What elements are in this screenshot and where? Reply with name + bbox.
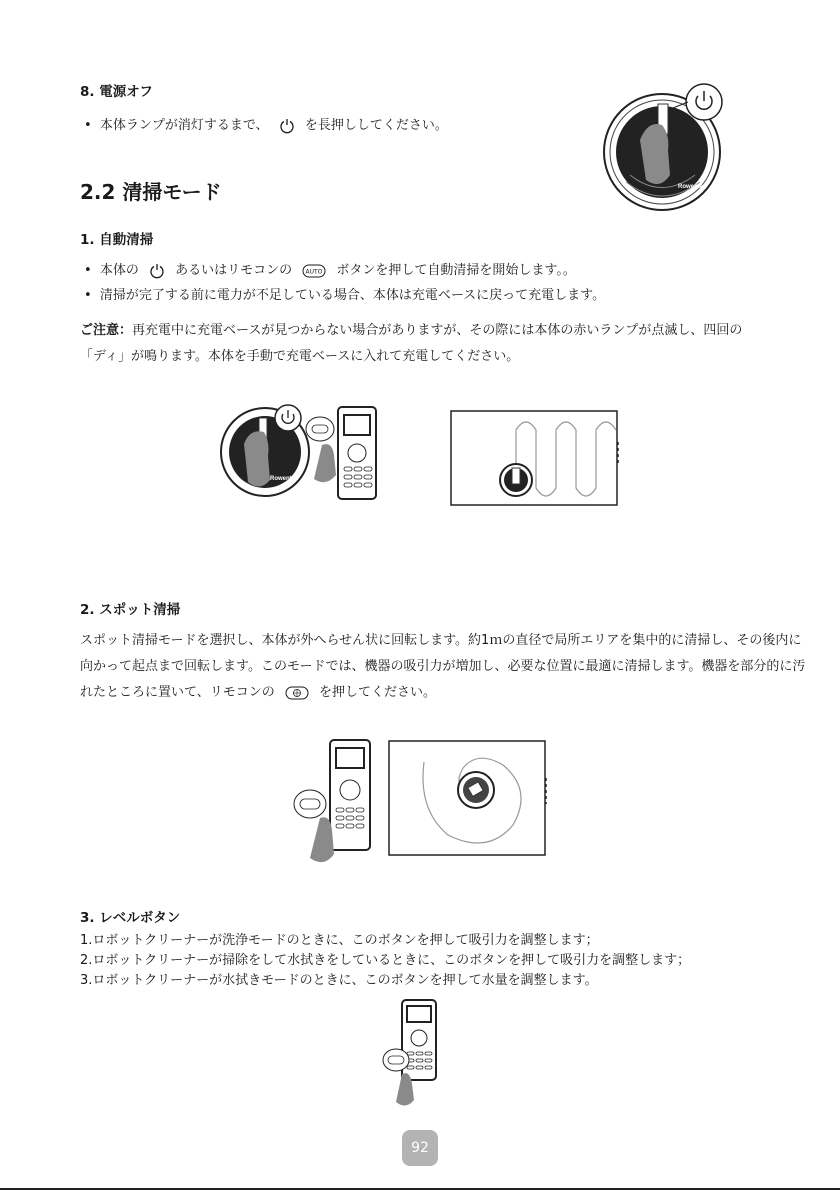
spot-clean-paragraph xyxy=(80,628,806,706)
cleaning-mode-title: 2.2 清掃モード xyxy=(80,180,222,204)
robot-logo-small: Rowenta xyxy=(270,476,296,482)
auto-clean-bullet-2-text: 清掃が完了する前に電力が不足している場合、本体は充電ベースに戻って充電します。 xyxy=(99,288,606,303)
power-off-bullet-text-b: を長押ししてください。 xyxy=(304,118,448,133)
level-line-3: 3.ロボットクリーナーが水拭きモードのときに、このボタンを押して水量を調整します。 xyxy=(80,973,598,988)
power-off-heading: 8. 電源オフ xyxy=(80,84,153,100)
spot-path-diagram xyxy=(388,740,548,856)
auto-clean-bullet-2 xyxy=(84,283,605,309)
spot-clean-text-a: スポット清掃モードを選択し、本体が外へらせん状に回転します。約1ｍの直径で局所エリアを集中的に清掃し、その後内に向かって起点まで回転します。このモードでは、機器の吸引力が増加し、必要な位置に最適に清掃します。機器を部分的に汚れたところに置いて、リモコンの xyxy=(80,633,806,700)
auto-clean-note xyxy=(80,318,760,370)
level-remote-illustration xyxy=(378,998,458,1110)
power-off-bullet xyxy=(84,113,448,139)
page-number: 92 xyxy=(402,1130,438,1166)
auto-robot-illustration xyxy=(218,400,318,500)
auto-key-icon xyxy=(302,264,326,278)
auto-remote-illustration xyxy=(304,405,384,505)
auto-clean-heading: 1. 自動清掃 xyxy=(80,232,154,248)
auto-clean-bullet-1-b: あるいはリモコンの xyxy=(175,263,293,278)
level-line-1: 1.ロボットクリーナーが洗浄モードのときに、このボタンを押して吸引力を調整します； xyxy=(80,933,599,948)
robot-logo-top: Rowenta xyxy=(678,184,704,190)
auto-path-diagram xyxy=(450,410,620,506)
bottom-rule xyxy=(0,1188,840,1190)
note-label: ご注意： xyxy=(80,323,133,338)
power-icon xyxy=(279,118,295,134)
power-off-bullet-text-a: 本体ランプが消灯するまで、 xyxy=(99,118,269,133)
spot-clean-heading: 2. スポット清掃 xyxy=(80,602,181,618)
level-line-2: 2.ロボットクリーナーが掃除をして水拭きをしているときに、このボタンを押して吸引力を調整します； xyxy=(80,953,691,968)
power-icon xyxy=(149,263,165,279)
robot-power-illustration xyxy=(600,80,730,220)
spot-remote-illustration xyxy=(290,738,376,868)
auto-clean-bullet-1-c: ボタンを押して自動清掃を開始します。。 xyxy=(336,263,576,278)
auto-clean-bullet-1 xyxy=(84,258,576,284)
note-text: 再充電中に充電ベースが見つからない場合がありますが、その際には本体の赤いランプが点滅し、四回の「ディ」が鳴ります。本体を手動で充電ベースに入れて充電してください。 xyxy=(80,323,743,364)
auto-clean-bullet-1-a: 本体の xyxy=(99,263,139,278)
spot-clean-text-b: を押してください。 xyxy=(319,685,437,700)
spot-key-icon xyxy=(285,686,309,700)
auto-key-label: AUTO xyxy=(305,268,323,275)
level-button-heading: 3. レベルボタン xyxy=(80,910,181,926)
